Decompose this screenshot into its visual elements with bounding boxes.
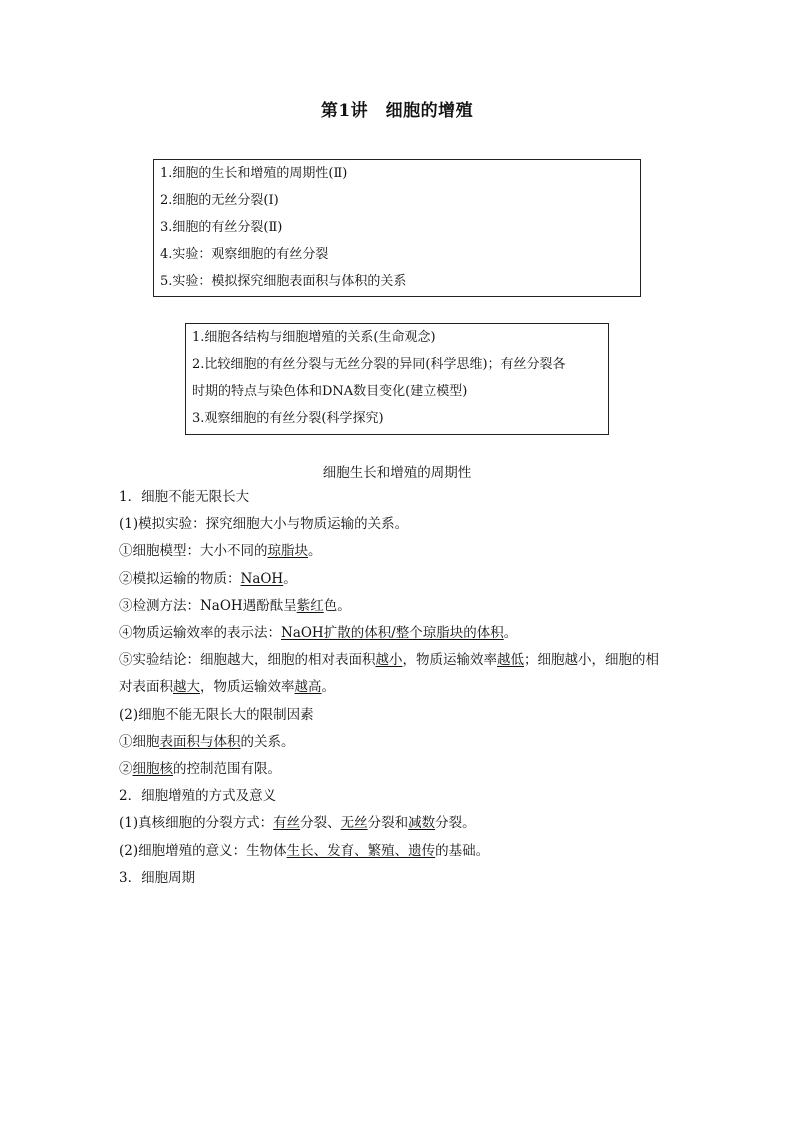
heading-1: 1．细胞不能无限长大 <box>119 489 250 505</box>
list-item: (1)真核细胞的分裂方式：有丝分裂、无丝分裂和减数分裂。 <box>119 815 476 832</box>
heading-3: 3．细胞周期 <box>119 869 196 886</box>
page-title: 第1讲 细胞的增殖 <box>320 101 474 121</box>
list-item: ②细胞核的控制范围有限。 <box>119 761 281 778</box>
requirement-item: 4.实验：观察细胞的有丝分裂 <box>160 247 329 262</box>
list-item: ①细胞表面积与体积的关系。 <box>119 733 295 750</box>
subheading: (1)模拟实验：探究细胞大小与物质运输的关系。 <box>119 516 409 533</box>
literacy-item: 1.细胞各结构与细胞增殖的关系(生命观念) <box>192 330 436 345</box>
answer-blank: 无丝 <box>340 815 368 832</box>
answer-blank: 减数 <box>408 815 436 832</box>
answer-blank: 有丝 <box>273 815 301 832</box>
answer-blank: NaOH <box>240 570 284 587</box>
list-item: ①细胞模型：大小不同的琼脂块。 <box>119 543 322 560</box>
answer-blank: 琼脂块 <box>267 543 308 560</box>
core-literacy-box <box>185 323 609 435</box>
answer-blank: 表面积与体积 <box>159 733 241 750</box>
list-item-continued: 对表面积越大，物质运输效率越高。 <box>119 679 335 696</box>
answer-blank: 生长、发育、繁殖、遗传 <box>286 842 436 859</box>
answer-blank: 越小 <box>375 652 403 669</box>
list-item: ④物质运输效率的表示法：NaOH扩散的体积/整个琼脂块的体积。 <box>119 625 518 642</box>
requirement-item: 3.细胞的有丝分裂(Ⅱ) <box>160 220 283 235</box>
answer-blank: 越高 <box>294 679 322 696</box>
heading-2: 2．细胞增殖的方式及意义 <box>119 788 277 805</box>
content-body <box>119 484 689 892</box>
subheading: (2)细胞不能无限长大的限制因素 <box>119 706 314 723</box>
literacy-item: 3.观察细胞的有丝分裂(科学探究) <box>192 411 384 426</box>
requirement-item: 1.细胞的生长和增殖的周期性(Ⅱ) <box>160 166 348 181</box>
requirement-item: 5.实验：模拟探究细胞表面积与体积的关系 <box>160 274 407 289</box>
list-item: ②模拟运输的物质：NaOH。 <box>119 570 297 587</box>
answer-blank: 紫红 <box>296 597 324 614</box>
list-item: ⑤实验结论：细胞越大，细胞的相对表面积越小，物质运输效率越低；细胞越小，细胞的相 <box>119 652 659 669</box>
answer-blank: NaOH扩散的体积/整个琼脂块的体积 <box>281 625 504 642</box>
exam-requirements-box <box>153 159 641 297</box>
answer-blank: 细胞核 <box>132 761 173 778</box>
answer-blank: 越低 <box>497 652 524 669</box>
section-title: 细胞生长和增殖的周期性 <box>322 465 472 481</box>
list-item: ③检测方法：NaOH遇酚酞呈紫红色。 <box>119 597 351 614</box>
list-item: (2)细胞增殖的意义：生物体生长、发育、繁殖、遗传的基础。 <box>119 842 490 859</box>
answer-blank: 越大 <box>173 679 200 696</box>
requirement-item: 2.细胞的无丝分裂(Ⅰ) <box>160 193 279 208</box>
literacy-item: 2.比较细胞的有丝分裂与无丝分裂的异同(科学思维)；有丝分裂各 <box>192 357 566 372</box>
literacy-item: 时期的特点与染色体和DNA数目变化(建立模型) <box>192 384 468 399</box>
